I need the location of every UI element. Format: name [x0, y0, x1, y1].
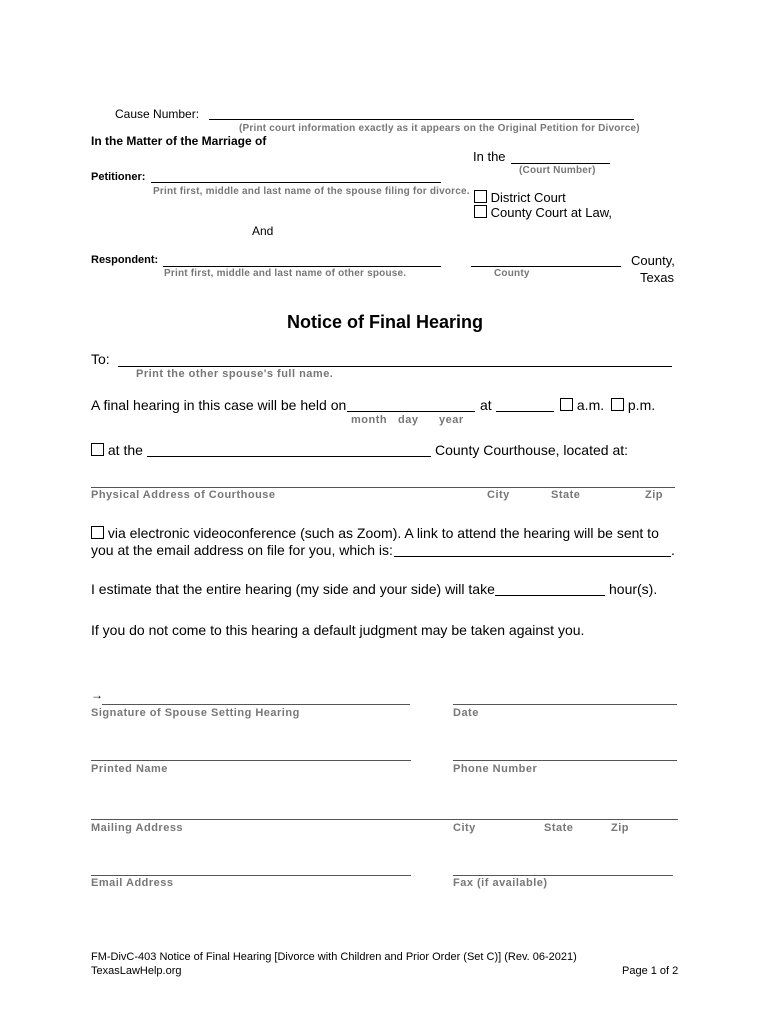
petitioner-field[interactable]	[151, 182, 441, 183]
mailing-city-hint: City	[453, 822, 476, 834]
petitioner-hint: Print first, middle and last name of the spouse filing for divorce.	[153, 186, 470, 197]
petitioner-label: Petitioner:	[91, 171, 146, 183]
district-court-label: District Court	[490, 190, 566, 205]
am-checkbox[interactable]	[560, 398, 573, 411]
month-hint: month	[351, 414, 388, 426]
footer-page: Page 1 of 2	[622, 965, 679, 977]
default-warning: If you do not come to this hearing a default judgment may be taken against you.	[91, 622, 585, 638]
county-suffix: County,	[631, 253, 675, 268]
respondent-field[interactable]	[163, 266, 441, 267]
printed-name-field[interactable]	[91, 760, 411, 761]
courthouse-county-field[interactable]	[147, 456, 431, 457]
courthouse-checkbox[interactable]	[91, 443, 104, 456]
year-hint: year	[439, 414, 464, 426]
zip-hint: Zip	[645, 489, 663, 501]
court-number-field[interactable]	[511, 163, 610, 164]
pm-option[interactable]	[611, 397, 655, 413]
page-title: Notice of Final Hearing	[286, 312, 484, 332]
printed-name-hint: Printed Name	[91, 763, 168, 775]
hearing-text: A final hearing in this case will be held on	[91, 397, 347, 413]
video-checkbox[interactable]	[91, 526, 104, 539]
district-court-checkbox[interactable]	[474, 190, 487, 203]
city-hint: City	[487, 489, 510, 501]
mailing-zip-hint: Zip	[611, 822, 629, 834]
county-court-label: County Court at Law,	[490, 205, 613, 220]
video-line2-end: .	[671, 542, 675, 558]
am-label: a.m.	[576, 397, 605, 413]
fax-field[interactable]	[453, 875, 673, 876]
video-line2	[91, 542, 393, 558]
video-option[interactable]	[91, 525, 659, 541]
state-hint: State	[551, 489, 581, 501]
pm-label: p.m.	[627, 397, 656, 413]
to-hint: Print the other spouse's full name.	[136, 368, 334, 380]
county-court-checkbox[interactable]	[474, 205, 487, 218]
video-line2-text: you at the email address on file for you, which is:	[91, 542, 393, 558]
address-hint: Physical Address of Courthouse	[91, 489, 276, 501]
cause-number-field[interactable]	[209, 119, 634, 120]
at-the-label: at the	[107, 442, 143, 458]
county-court-option[interactable]	[474, 205, 612, 220]
at-label: at	[480, 397, 492, 413]
email-field[interactable]	[91, 875, 411, 876]
courthouse-option[interactable]	[91, 442, 143, 458]
date-hint: Date	[453, 707, 479, 719]
mailing-state-hint: State	[544, 822, 574, 834]
email-on-file-field[interactable]	[394, 556, 671, 557]
and-label: And	[252, 224, 274, 238]
mailing-address-field[interactable]	[91, 819, 678, 820]
matter-label: In the Matter of the Marriage of	[91, 134, 267, 148]
day-hint: day	[398, 414, 419, 426]
signature-hint: Signature of Spouse Setting Hearing	[91, 707, 300, 719]
county-courthouse-text: County Courthouse, located at:	[435, 442, 629, 458]
in-the-label: In the	[473, 149, 506, 164]
phone-field[interactable]	[453, 760, 677, 761]
hearing-time-field[interactable]	[496, 411, 554, 412]
courthouse-address-field[interactable]	[91, 487, 675, 488]
email-hint: Email Address	[91, 877, 174, 889]
estimate-suffix: hour(s).	[609, 581, 658, 597]
county-field[interactable]	[471, 266, 621, 267]
to-field[interactable]	[118, 366, 672, 367]
video-line1: via electronic videoconference (such as Zoom). A link to attend the hearing will be sent to	[107, 525, 659, 541]
mailing-hint: Mailing Address	[91, 822, 184, 834]
footer-site: TexasLawHelp.org	[91, 965, 182, 977]
respondent-label: Respondent:	[91, 254, 159, 266]
arrow-icon: →	[91, 688, 103, 702]
pm-checkbox[interactable]	[611, 398, 624, 411]
estimate-text: I estimate that the entire hearing (my side and your side) will take	[91, 581, 495, 597]
cause-number-hint: (Print court information exactly as it appears on the Original Petition for Divorce)	[239, 123, 640, 134]
court-number-hint: (Court Number)	[519, 165, 596, 176]
estimate-hours-field[interactable]	[495, 595, 605, 596]
fax-hint: Fax (if available)	[453, 877, 548, 889]
respondent-hint: Print first, middle and last name of other spouse.	[164, 268, 407, 279]
phone-hint: Phone Number	[453, 763, 538, 775]
footer-form-id: FM-DivC-403 Notice of Final Hearing [Divorce with Children and Prior Order (Set C)] (Rev. 06-2021)	[91, 951, 577, 963]
district-court-option[interactable]	[474, 190, 566, 205]
cause-number-label: Cause Number:	[115, 107, 200, 121]
to-label: To:	[91, 351, 110, 367]
county-hint: County	[494, 268, 530, 279]
date-field[interactable]	[453, 704, 677, 705]
hearing-date-field[interactable]	[347, 411, 475, 412]
signature-field[interactable]	[102, 704, 410, 705]
state-texas: Texas	[640, 270, 674, 285]
am-option[interactable]	[560, 397, 604, 413]
